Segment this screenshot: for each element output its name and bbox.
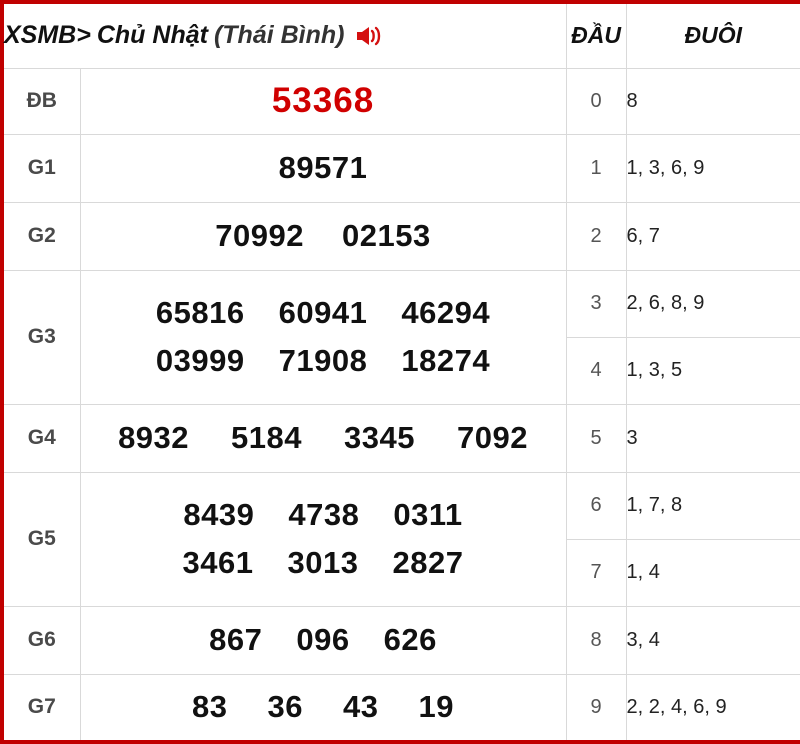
table-row <box>2 472 800 539</box>
duoi-value: 1, 4 <box>626 539 800 606</box>
lottery-number: 19 <box>418 689 454 725</box>
table-row <box>2 606 800 674</box>
prize-label-g1: G1 <box>2 134 80 202</box>
prize-label-g4: G4 <box>2 404 80 472</box>
lottery-number: 71908 <box>278 343 368 378</box>
lottery-number: 89571 <box>278 149 368 185</box>
lottery-number: 626 <box>383 621 437 657</box>
province-label: (Thái Bình) <box>213 21 345 50</box>
column-header-dau: ĐẦU <box>566 2 626 68</box>
prize-numbers-g4 <box>80 404 566 472</box>
dau-value: 5 <box>566 404 626 472</box>
duoi-value: 1, 7, 8 <box>626 472 800 539</box>
lottery-number: 46294 <box>401 294 491 330</box>
duoi-value: 8 <box>626 68 800 134</box>
dau-value: 4 <box>566 337 626 404</box>
prize-label-db: ĐB <box>2 68 80 134</box>
dau-value: 9 <box>566 674 626 742</box>
number-line <box>81 616 566 664</box>
number-line <box>81 289 566 337</box>
day-label: Chủ Nhật <box>96 21 208 50</box>
lottery-number: 5184 <box>231 419 302 455</box>
lottery-number: 0311 <box>393 496 463 532</box>
duoi-value: 1, 3, 6, 9 <box>626 134 800 202</box>
prize-label-g5: G5 <box>2 472 80 606</box>
prize-numbers-g3 <box>80 270 566 404</box>
number-line <box>81 539 566 587</box>
prize-label-g3: G3 <box>2 270 80 404</box>
number-line <box>81 74 566 128</box>
lottery-number: 4738 <box>288 496 360 532</box>
prize-numbers-db <box>80 68 566 134</box>
number-line <box>81 414 566 462</box>
number-line <box>81 683 566 731</box>
duoi-value: 1, 3, 5 <box>626 337 800 404</box>
lottery-number: 3345 <box>344 419 415 455</box>
prize-label-g2: G2 <box>2 202 80 270</box>
prize-numbers-g6 <box>80 606 566 674</box>
region-code-label: XSMB> <box>4 21 91 50</box>
table-row <box>2 134 800 202</box>
prize-numbers-g2 <box>80 202 566 270</box>
table-header-row <box>2 2 800 68</box>
duoi-value: 2, 2, 4, 6, 9 <box>626 674 800 742</box>
table-row <box>2 68 800 134</box>
dau-value: 8 <box>566 606 626 674</box>
lottery-number: 8932 <box>118 419 190 455</box>
dau-value: 1 <box>566 134 626 202</box>
prize-numbers-g1 <box>80 134 566 202</box>
dau-value: 3 <box>566 270 626 337</box>
lottery-number: 70992 <box>215 217 304 253</box>
table-row <box>2 674 800 742</box>
lottery-number: 8439 <box>183 496 255 532</box>
column-header-duoi: ĐUÔI <box>626 2 800 68</box>
duoi-value: 6, 7 <box>626 202 800 270</box>
lottery-number: 02153 <box>342 217 431 253</box>
lottery-number: 2827 <box>392 545 464 580</box>
duoi-value: 3, 4 <box>626 606 800 674</box>
lottery-number: 3013 <box>287 545 359 580</box>
lottery-number: 53368 <box>271 80 375 120</box>
dau-value: 2 <box>566 202 626 270</box>
table-row <box>2 270 800 337</box>
header-title-cell <box>2 2 566 68</box>
dau-value: 7 <box>566 539 626 606</box>
dau-value: 0 <box>566 68 626 134</box>
lottery-number: 18274 <box>401 343 491 378</box>
lottery-number: 096 <box>296 621 350 657</box>
number-line <box>81 491 566 539</box>
prize-numbers-g5 <box>80 472 566 606</box>
number-line <box>81 212 566 260</box>
lottery-number: 83 <box>192 689 228 725</box>
speaker-icon[interactable] <box>354 22 384 50</box>
lottery-number: 65816 <box>155 294 245 330</box>
lottery-number: 3461 <box>182 545 254 580</box>
lottery-number: 867 <box>209 621 263 657</box>
lottery-number: 36 <box>267 689 303 725</box>
duoi-value: 3 <box>626 404 800 472</box>
lottery-number: 43 <box>343 689 379 725</box>
lottery-number: 7092 <box>456 419 528 455</box>
duoi-value: 2, 6, 8, 9 <box>626 270 800 337</box>
lottery-number: 03999 <box>155 343 245 378</box>
table-row <box>2 202 800 270</box>
number-line <box>81 144 566 192</box>
prize-numbers-g7 <box>80 674 566 742</box>
number-line <box>81 337 566 385</box>
dau-value: 6 <box>566 472 626 539</box>
table-row <box>2 404 800 472</box>
prize-label-g6: G6 <box>2 606 80 674</box>
prize-label-g7: G7 <box>2 674 80 742</box>
lottery-number: 60941 <box>278 294 368 330</box>
